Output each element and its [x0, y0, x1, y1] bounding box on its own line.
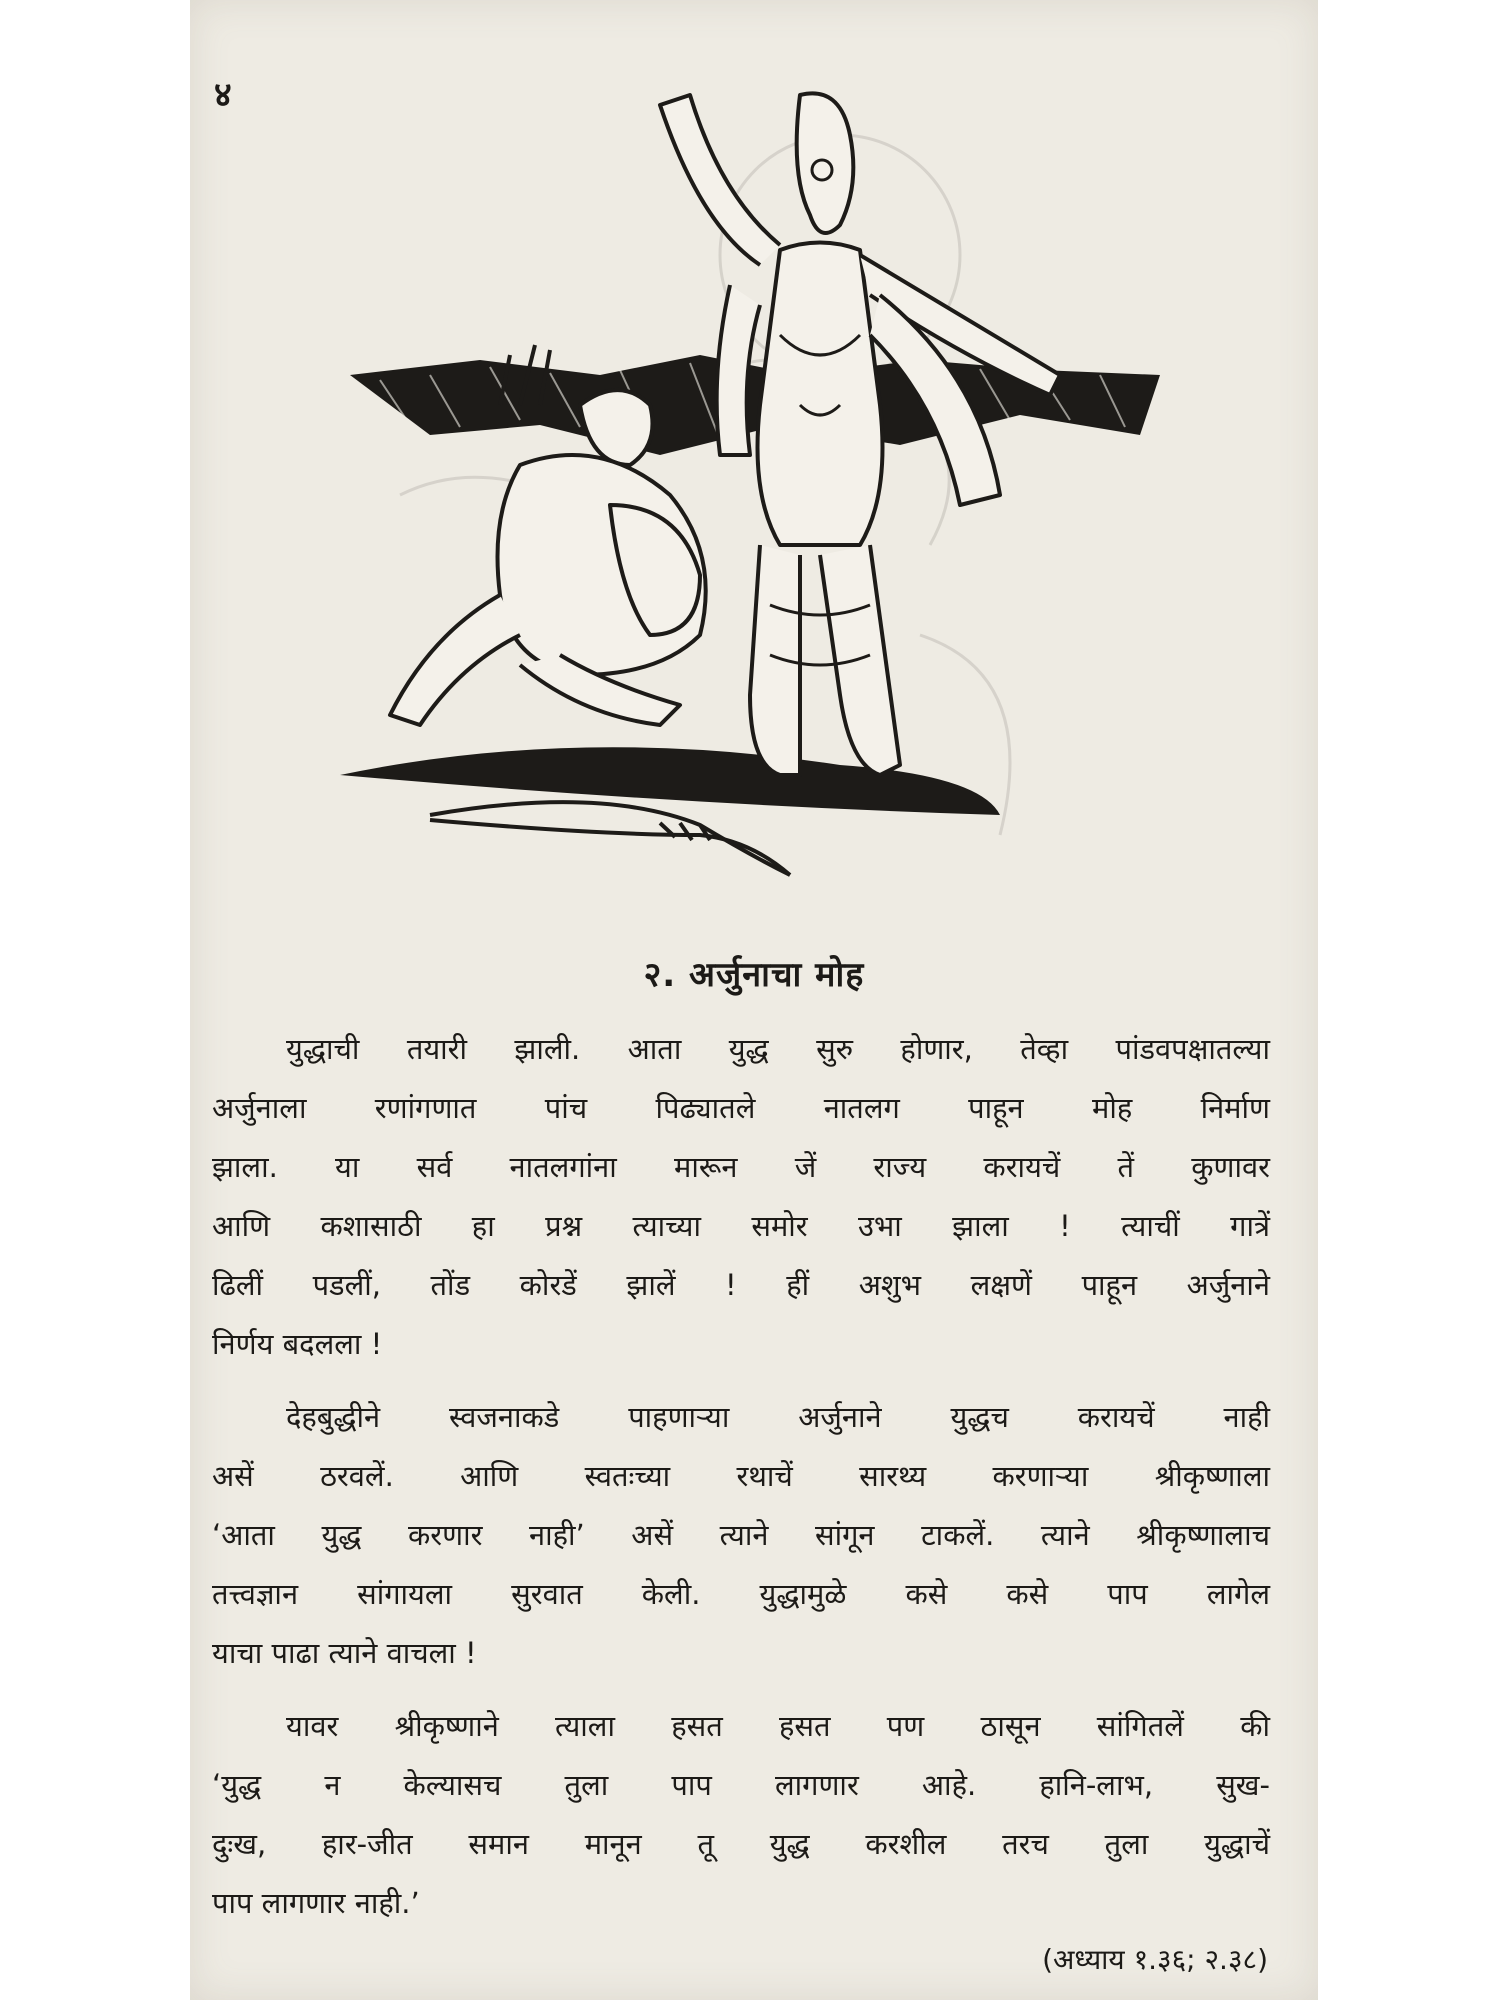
page-number: ४	[214, 75, 232, 115]
krishna-arjuna-illustration-icon	[280, 75, 1220, 945]
paragraph	[212, 1388, 1270, 1683]
text-line: झाला. या सर्व नातलगांना मारून जें राज्य करायचें तें कुणावर	[212, 1150, 1270, 1184]
book-page	[190, 0, 1318, 2000]
body-text	[212, 1020, 1270, 1947]
text-line: पाप लागणार नाही.’	[212, 1886, 420, 1920]
text-line: यावर श्रीकृष्णाने त्याला हसत हसत पण ठासून सांगितलें की	[286, 1709, 1270, 1743]
text-line: याचा पाढा त्याने वाचला !	[212, 1636, 477, 1670]
text-line: ढिलीं पडलीं, तोंड कोरडें झालें ! हीं अशुभ लक्षणें पाहून अर्जुनाने	[212, 1268, 1270, 1302]
text-line: आणि कशासाठी हा प्रश्न त्याच्या समोर उभा झाला ! त्याचीं गात्रें	[212, 1209, 1270, 1243]
text-line: अर्जुनाला रणांगणात पांच पिढ्यातले नातलग पाहून मोह निर्माण	[212, 1091, 1270, 1125]
text-line: असें ठरवलें. आणि स्वतःच्या रथाचें सारथ्य करणाऱ्या श्रीकृष्णाला	[212, 1459, 1270, 1493]
paragraph	[212, 1697, 1270, 1933]
text-line: तत्त्वज्ञान सांगायला सुरवात केली. युद्धामुळे कसे कसे पाप लागेल	[212, 1577, 1270, 1611]
paragraph	[212, 1020, 1270, 1374]
text-line: निर्णय बदलला !	[212, 1327, 383, 1361]
text-line: युद्धाची तयारी झाली. आता युद्ध सुरु होणार, तेव्हा पांडवपक्षातल्या	[286, 1032, 1270, 1066]
text-line: ‘आता युद्ध करणार नाही’ असें त्याने सांगून टाकलें. त्याने श्रीकृष्णालाच	[212, 1518, 1270, 1552]
text-line: ‘युद्ध न केल्यासच तुला पाप लागणार आहे. हानि-लाभ, सुख-	[212, 1768, 1270, 1802]
scripture-reference: (अध्याय १.३६; २.३८)	[1042, 1943, 1268, 1976]
chapter-title: २. अर्जुनाचा मोह	[643, 955, 865, 995]
text-line: दुःख, हार-जीत समान मानून तू युद्ध करशील तरच तुला युद्धाचें	[212, 1827, 1270, 1861]
text-line: देहबुद्धीने स्वजनाकडे पाहणाऱ्या अर्जुनाने युद्धच करायचें नाही	[286, 1400, 1270, 1434]
